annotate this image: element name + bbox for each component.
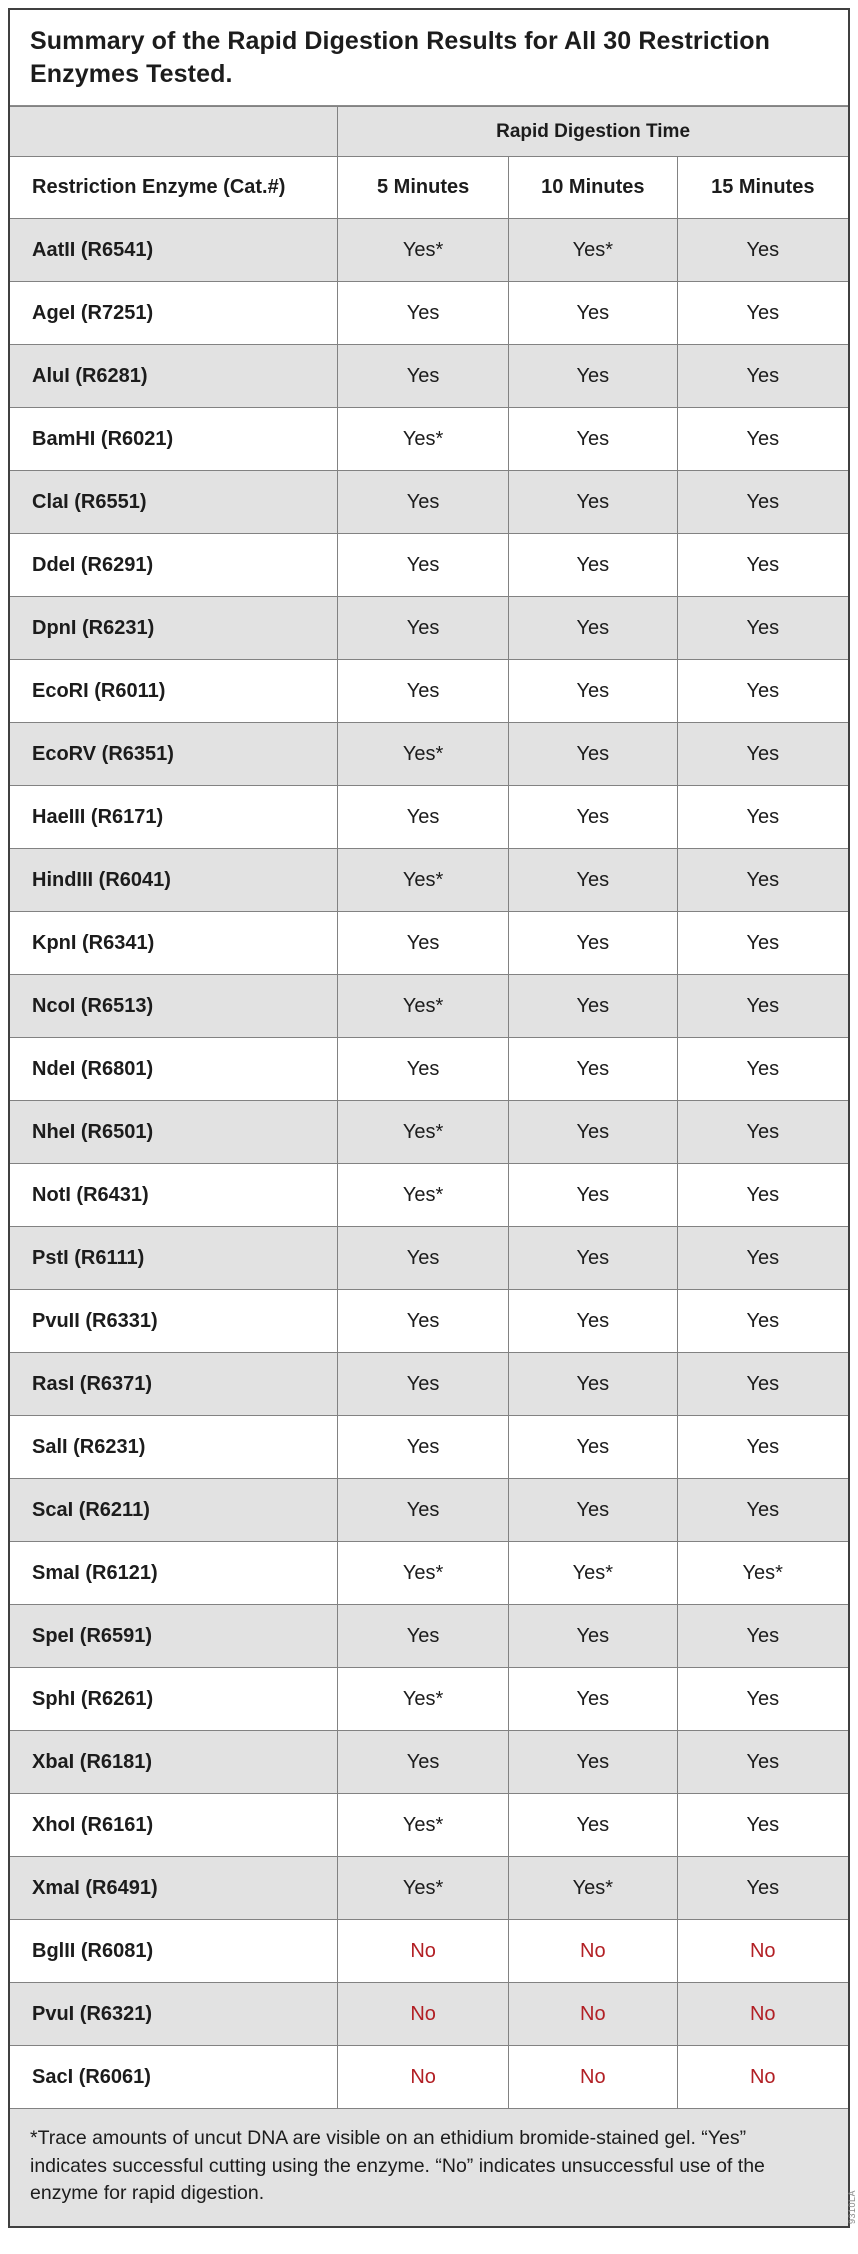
- digestion-result-cell: Yes: [677, 1227, 848, 1290]
- table-row: [10, 408, 848, 471]
- table-row: [10, 1794, 848, 1857]
- enzyme-name-cell: PvuII (R6331): [10, 1290, 338, 1353]
- digestion-result-cell: Yes: [338, 282, 509, 345]
- table-row: [10, 1479, 848, 1542]
- digestion-result-cell: Yes*: [338, 219, 509, 282]
- digestion-result-cell: Yes*: [338, 1857, 509, 1920]
- table-row: [10, 912, 848, 975]
- table-row: [10, 723, 848, 786]
- digestion-result-cell: Yes: [338, 786, 509, 849]
- enzyme-name-cell: BamHI (R6021): [10, 408, 338, 471]
- enzyme-name-cell: XhoI (R6161): [10, 1794, 338, 1857]
- enzyme-name-cell: PvuI (R6321): [10, 1983, 338, 2046]
- table-row: [10, 1164, 848, 1227]
- digestion-result-cell: Yes: [677, 1794, 848, 1857]
- enzyme-name-cell: AatII (R6541): [10, 219, 338, 282]
- digestion-result-cell: Yes: [677, 597, 848, 660]
- digestion-result-cell: Yes: [338, 345, 509, 408]
- enzyme-name-cell: ClaI (R6551): [10, 471, 338, 534]
- digestion-result-cell: Yes: [677, 1416, 848, 1479]
- digestion-result-cell: Yes: [509, 660, 677, 723]
- digestion-result-cell: Yes*: [338, 408, 509, 471]
- digestion-result-cell: Yes*: [338, 723, 509, 786]
- digestion-result-cell: Yes: [338, 1290, 509, 1353]
- digestion-result-cell: Yes: [509, 471, 677, 534]
- digestion-result-cell: Yes: [509, 912, 677, 975]
- digestion-result-cell: Yes: [677, 1479, 848, 1542]
- table-row: [10, 219, 848, 282]
- enzyme-name-cell: SalI (R6231): [10, 1416, 338, 1479]
- table-row: [10, 975, 848, 1038]
- results-figure: [8, 8, 857, 2228]
- digestion-result-cell: Yes: [677, 534, 848, 597]
- table-row: [10, 534, 848, 597]
- enzyme-name-cell: EcoRI (R6011): [10, 660, 338, 723]
- enzyme-name-cell: HaeIII (R6171): [10, 786, 338, 849]
- table-header-span-row: [10, 107, 848, 157]
- enzyme-name-cell: SmaI (R6121): [10, 1542, 338, 1605]
- table-row: [10, 1416, 848, 1479]
- footnote-row: [10, 2109, 848, 2227]
- digestion-result-cell: Yes: [677, 282, 848, 345]
- enzyme-name-cell: SphI (R6261): [10, 1668, 338, 1731]
- digestion-result-cell: Yes*: [338, 1794, 509, 1857]
- table-row: [10, 786, 848, 849]
- digestion-result-cell: Yes: [509, 849, 677, 912]
- digestion-result-cell: Yes: [677, 975, 848, 1038]
- digestion-result-cell: Yes: [677, 849, 848, 912]
- digestion-result-cell: Yes*: [509, 219, 677, 282]
- digestion-result-cell: Yes: [677, 1668, 848, 1731]
- table-row: [10, 1983, 848, 2046]
- column-header-10-minutes: 10 Minutes: [509, 157, 677, 219]
- digestion-result-cell: Yes: [677, 1857, 848, 1920]
- digestion-result-cell: Yes: [677, 1605, 848, 1668]
- digestion-result-cell: Yes: [509, 1353, 677, 1416]
- digestion-result-cell: No: [677, 1983, 848, 2046]
- digestion-result-cell: Yes: [338, 597, 509, 660]
- digestion-result-cell: Yes: [509, 1479, 677, 1542]
- digestion-result-cell: Yes: [509, 1731, 677, 1794]
- digestion-result-cell: Yes*: [338, 1164, 509, 1227]
- digestion-result-cell: Yes: [338, 1605, 509, 1668]
- digestion-result-cell: Yes: [509, 1101, 677, 1164]
- enzyme-column-header: Restriction Enzyme (Cat.#): [10, 157, 338, 219]
- digestion-result-cell: Yes: [338, 1416, 509, 1479]
- digestion-result-cell: Yes: [677, 219, 848, 282]
- table-column-header-row: [10, 157, 848, 219]
- enzyme-name-cell: EcoRV (R6351): [10, 723, 338, 786]
- table-row: [10, 1731, 848, 1794]
- digestion-result-cell: Yes: [509, 1227, 677, 1290]
- footnote-text: *Trace amounts of uncut DNA are visible on an ethidium bromide-stained gel. “Yes” indicates successful cutting using the enzyme. “No” indicates unsuccessful use of the enzyme for rapid digestion.: [10, 2109, 848, 2227]
- table-row: [10, 1668, 848, 1731]
- digestion-result-cell: Yes: [509, 1038, 677, 1101]
- table-row: [10, 1290, 848, 1353]
- digestion-result-cell: Yes: [509, 534, 677, 597]
- digestion-result-cell: Yes: [509, 723, 677, 786]
- column-header-5-minutes: 5 Minutes: [338, 157, 509, 219]
- table-row: [10, 1038, 848, 1101]
- digestion-result-cell: Yes: [509, 1290, 677, 1353]
- table-row: [10, 849, 848, 912]
- digestion-result-cell: No: [338, 1920, 509, 1983]
- digestion-result-cell: Yes: [509, 408, 677, 471]
- digestion-result-cell: No: [509, 2046, 677, 2109]
- table-row: [10, 1542, 848, 1605]
- table-row: [10, 1857, 848, 1920]
- digestion-result-cell: Yes: [677, 912, 848, 975]
- enzyme-name-cell: DdeI (R6291): [10, 534, 338, 597]
- digestion-result-cell: Yes*: [338, 1668, 509, 1731]
- digestion-result-cell: Yes*: [677, 1542, 848, 1605]
- digestion-result-cell: No: [509, 1983, 677, 2046]
- digestion-result-cell: No: [677, 1920, 848, 1983]
- table-row: [10, 2046, 848, 2109]
- digestion-result-cell: Yes: [338, 912, 509, 975]
- enzyme-name-cell: BglII (R6081): [10, 1920, 338, 1983]
- table-row: [10, 471, 848, 534]
- digestion-result-cell: Yes: [338, 534, 509, 597]
- enzyme-name-cell: NcoI (R6513): [10, 975, 338, 1038]
- digestion-result-cell: Yes: [677, 1353, 848, 1416]
- digestion-result-cell: Yes: [677, 723, 848, 786]
- digestion-result-cell: Yes: [338, 1479, 509, 1542]
- digestion-result-cell: Yes: [509, 1164, 677, 1227]
- table-row: [10, 1227, 848, 1290]
- table-row: [10, 1353, 848, 1416]
- table-row: [10, 345, 848, 408]
- digestion-result-cell: Yes: [338, 471, 509, 534]
- digestion-result-cell: Yes*: [509, 1857, 677, 1920]
- table-row: [10, 282, 848, 345]
- digestion-result-cell: Yes: [677, 1038, 848, 1101]
- rapid-digestion-time-header: Rapid Digestion Time: [338, 107, 848, 157]
- table-body: [10, 219, 848, 2109]
- digestion-result-cell: Yes: [509, 597, 677, 660]
- enzyme-name-cell: SacI (R6061): [10, 2046, 338, 2109]
- enzyme-name-cell: SpeI (R6591): [10, 1605, 338, 1668]
- table-row: [10, 1920, 848, 1983]
- digestion-result-cell: No: [509, 1920, 677, 1983]
- digestion-result-cell: Yes: [677, 471, 848, 534]
- enzyme-name-cell: RasI (R6371): [10, 1353, 338, 1416]
- digestion-result-cell: Yes: [338, 1353, 509, 1416]
- enzyme-name-cell: NdeI (R6801): [10, 1038, 338, 1101]
- figure-title-block: [10, 10, 848, 106]
- digestion-result-cell: No: [338, 2046, 509, 2109]
- digestion-result-cell: Yes*: [338, 1542, 509, 1605]
- digestion-result-cell: Yes: [677, 660, 848, 723]
- digestion-result-cell: Yes: [677, 408, 848, 471]
- enzyme-name-cell: AgeI (R7251): [10, 282, 338, 345]
- column-header-15-minutes: 15 Minutes: [677, 157, 848, 219]
- digestion-result-cell: No: [338, 1983, 509, 2046]
- digestion-result-cell: Yes*: [338, 1101, 509, 1164]
- enzyme-name-cell: XmaI (R6491): [10, 1857, 338, 1920]
- enzyme-name-cell: XbaI (R6181): [10, 1731, 338, 1794]
- table-row: [10, 660, 848, 723]
- enzyme-name-cell: HindIII (R6041): [10, 849, 338, 912]
- digestion-result-cell: Yes*: [338, 849, 509, 912]
- digestion-result-cell: Yes: [509, 1668, 677, 1731]
- figure-title: Summary of the Rapid Digestion Results for All 30 Restriction Enzymes Tested.: [30, 27, 771, 88]
- digestion-result-cell: Yes: [677, 1731, 848, 1794]
- digestion-result-cell: Yes: [509, 1416, 677, 1479]
- digestion-result-cell: Yes: [677, 1101, 848, 1164]
- digestion-result-cell: Yes: [677, 1164, 848, 1227]
- enzyme-name-cell: DpnI (R6231): [10, 597, 338, 660]
- digestion-result-cell: Yes: [509, 345, 677, 408]
- digestion-result-cell: Yes: [509, 975, 677, 1038]
- digestion-result-cell: Yes: [338, 1227, 509, 1290]
- enzyme-name-cell: ScaI (R6211): [10, 1479, 338, 1542]
- digestion-result-cell: Yes: [509, 282, 677, 345]
- digestion-result-cell: Yes: [509, 786, 677, 849]
- digestion-result-cell: Yes: [509, 1605, 677, 1668]
- digestion-result-cell: Yes: [338, 660, 509, 723]
- digestion-result-cell: Yes: [338, 1038, 509, 1101]
- digestion-result-cell: Yes*: [509, 1542, 677, 1605]
- enzyme-name-cell: NotI (R6431): [10, 1164, 338, 1227]
- digestion-result-cell: Yes: [338, 1731, 509, 1794]
- enzyme-name-cell: NheI (R6501): [10, 1101, 338, 1164]
- digestion-result-cell: Yes: [677, 345, 848, 408]
- enzyme-name-cell: PstI (R6111): [10, 1227, 338, 1290]
- table-row: [10, 597, 848, 660]
- artwork-code-label: 9310LA: [847, 2190, 857, 2225]
- enzyme-name-cell: AluI (R6281): [10, 345, 338, 408]
- digestion-result-cell: Yes: [509, 1794, 677, 1857]
- digestion-result-cell: Yes: [677, 786, 848, 849]
- table-row: [10, 1101, 848, 1164]
- enzyme-name-cell: KpnI (R6341): [10, 912, 338, 975]
- rapid-digestion-results-table: [10, 106, 848, 2226]
- table-row: [10, 1605, 848, 1668]
- empty-header-cell: [10, 107, 338, 157]
- digestion-result-cell: No: [677, 2046, 848, 2109]
- digestion-result-cell: Yes*: [338, 975, 509, 1038]
- digestion-result-cell: Yes: [677, 1290, 848, 1353]
